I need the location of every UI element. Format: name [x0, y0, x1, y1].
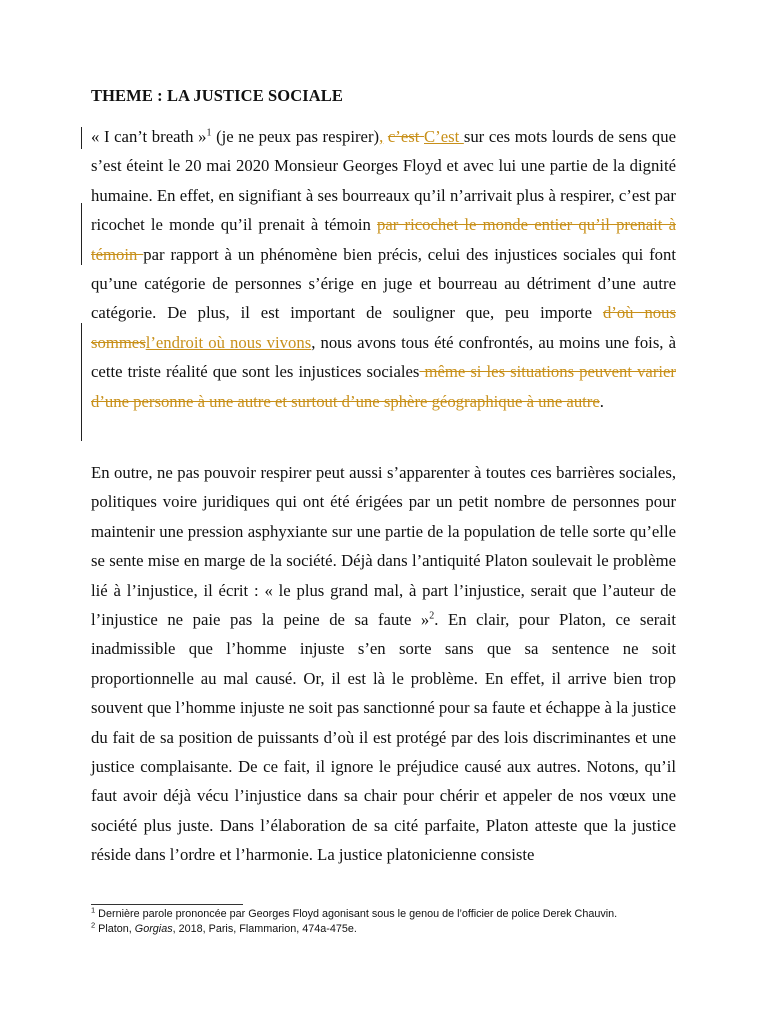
text-run: par rapport à un phénomène bien précis, celui des injustices sociales qui font qu’une catégorie de personnes s’érige en juge et bourreau au détriment d’une autre catégorie. De plus, il est important de souligner que, peu importe [91, 244, 676, 323]
text-run: , nous avons tous été confrontés, au moins une fois, à cette triste réalité que sont les injustices sociales [91, 332, 676, 382]
footnote-text: Dernière parole prononcée par Georges Floyd agonisant sous le genou de l’officier de police Derek Chauvin. [95, 908, 618, 920]
text-run: « I can’t breath » [91, 127, 207, 146]
footnote-book-title: Gorgias [134, 923, 173, 935]
tracked-insertion[interactable]: l’endroit où nous vivons [145, 332, 312, 352]
footnote-ref-1[interactable]: 1 [206, 127, 212, 139]
footnote-text: Platon, [95, 923, 135, 935]
text-run: sur ces mots lourds de sens que s’est éteint le 20 mai 2020 Monsieur Georges Floyd et avec lui une partie de la dignité humaine. En effet, en signifiant à ses bourreaux qu’il n’arrivait plus à respirer, c’est par ricochet le monde qu’il prenait à témoin [91, 127, 676, 235]
text-run: En outre, ne pas pouvoir respirer peut aussi s’apparenter à toutes ces barrières sociales, politiques voire juridiques qui ont été érigées par un petit nombre de personnes pour maintenir une pression asphyxiante sur une partie de la population de telle sorte qu’elle se sente mise en marge de la société. Déjà dans l’antiquité Platon soulevait le problème lié à l’injustice, il écrit : « le plus grand mal, à part l’injustice, serait que l’auteur de l’injustice ne paie pas la peine de sa faute » [91, 463, 676, 630]
footnotes [91, 907, 691, 937]
tracked-insertion[interactable]: C’est [424, 127, 464, 146]
change-bar [81, 203, 82, 265]
tracked-deletion[interactable]: par ricochet le monde entier qu’il prenait à témoin [91, 215, 676, 264]
paragraph-2[interactable] [91, 458, 676, 870]
footnote-text: , 2018, Paris, Flammarion, 474a-475e. [172, 923, 357, 935]
text-run: (je ne peux pas respirer) [211, 127, 380, 146]
footnote-1[interactable] [91, 907, 691, 922]
footnote-2[interactable] [91, 922, 691, 937]
tracked-deletion[interactable]: même si les situations peuvent varier d’une personne à une autre et surtout d’une sphère géographique à une autre [91, 362, 676, 411]
text-run: . En clair, pour Platon, ce serait inadmissible que l’homme injuste s’en sorte sans que sa sentence ne soit proportionnelle au mal causé. Or, il est là le problème. En effet, il arrive bien trop souvent que l’homme injuste ne soit pas sanctionné pour sa faute et échappe à la justice du fait de sa position de puissants d’où il est protégé par des lois discriminantes et une justice complaisante. De ce fait, il ignore le préjudice causé aux autres. Notons, qu’il faut avoir déjà vécu l’injustice dans sa chair pour chérir et appeler de nos vœux une société plus juste. Dans l’élaboration de sa cité parfaite, Platon atteste que la justice réside dans l’ordre et l’harmonie. La justice platonicienne consiste [91, 610, 676, 865]
change-bar [81, 323, 82, 441]
footnote-number: 1 [91, 905, 96, 915]
text-run: . [599, 391, 604, 411]
document-title: THEME : LA JUSTICE SOCIALE [91, 86, 343, 105]
tracked-insertion[interactable]: , [379, 127, 384, 146]
tracked-deletion[interactable]: d’où nous sommes [91, 303, 676, 352]
footnote-separator [91, 904, 243, 905]
footnote-number: 2 [91, 920, 96, 930]
footnote-ref-2[interactable]: 2 [429, 610, 435, 622]
paragraph-1[interactable] [91, 122, 676, 416]
change-bar [81, 127, 82, 149]
tracked-deletion[interactable]: c’est [387, 127, 424, 146]
